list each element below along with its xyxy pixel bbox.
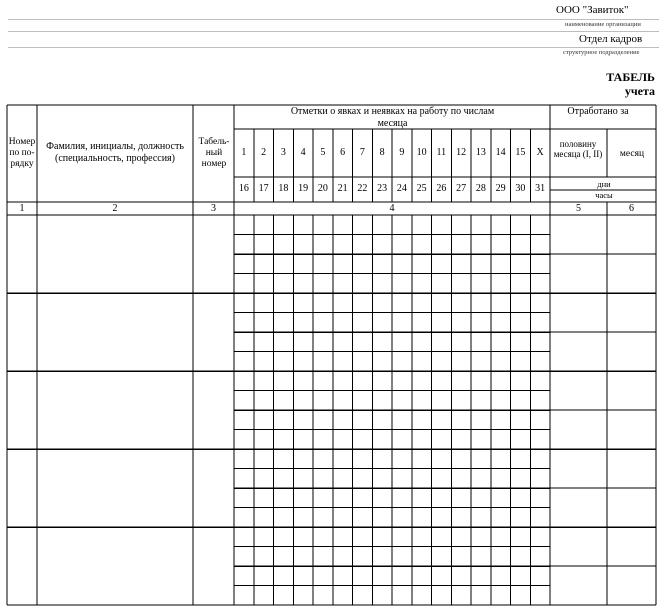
day-number: 29	[495, 183, 506, 194]
hours-label: часы	[595, 190, 613, 200]
half-month-header: половину месяца (I, II)	[553, 139, 603, 160]
department-caption: структурное подразделение	[563, 49, 640, 56]
day-number: 11	[436, 147, 447, 158]
day-number: 5	[320, 147, 326, 158]
day-number: X	[536, 147, 544, 158]
department-name: Отдел кадров	[579, 33, 643, 45]
document-subtitle: учета	[624, 84, 655, 98]
day-number: 17	[258, 183, 269, 194]
day-number: 9	[399, 147, 405, 158]
column-number: 4	[389, 203, 395, 214]
col-number-header: Номер по по- рядку	[8, 137, 36, 169]
column-number: 6	[629, 203, 634, 214]
day-number: 25	[416, 183, 427, 194]
day-number: 22	[357, 183, 368, 194]
worked-header: Отработано за	[567, 106, 629, 117]
document-title: ТАБЕЛЬ	[606, 70, 655, 84]
day-number: 24	[396, 183, 407, 194]
day-number: 16	[238, 183, 249, 194]
org-name: ООО "Завиток"	[556, 4, 629, 16]
day-number: 30	[515, 183, 526, 194]
day-number: 7	[359, 147, 365, 158]
day-number: 4	[300, 147, 306, 158]
column-number: 3	[211, 203, 216, 214]
column-number: 2	[112, 203, 118, 214]
day-number: 14	[495, 147, 506, 158]
day-number: 12	[456, 147, 467, 158]
day-number: 6	[340, 147, 346, 158]
day-number: 31	[535, 183, 546, 194]
day-number: 26	[436, 183, 447, 194]
day-number: 20	[317, 183, 328, 194]
day-number: 3	[280, 147, 286, 158]
day-number: 23	[377, 183, 388, 194]
column-number: 1	[19, 203, 25, 214]
col-name-header: Фамилия, инициалы, должность (специальность, профессия)	[46, 141, 184, 164]
day-number: 28	[475, 183, 486, 194]
day-number: 1	[241, 147, 247, 158]
days-label: дни	[597, 179, 611, 189]
col-tabnum-header: Табель- ный номер	[198, 137, 230, 169]
day-number: 19	[298, 183, 309, 194]
day-number: 10	[416, 147, 427, 158]
org-caption: наименование организации	[565, 21, 641, 28]
month-header: месяц	[619, 149, 645, 159]
day-number: 2	[261, 147, 267, 158]
day-number: 8	[379, 147, 385, 158]
marks-header: Отметки о явках и неявках на работу по числам месяца	[290, 106, 495, 129]
day-number: 21	[337, 183, 348, 194]
day-number: 18	[278, 183, 289, 194]
day-number: 27	[456, 183, 467, 194]
column-number: 5	[576, 203, 581, 214]
day-number: 15	[515, 147, 526, 158]
day-number: 13	[475, 147, 486, 158]
